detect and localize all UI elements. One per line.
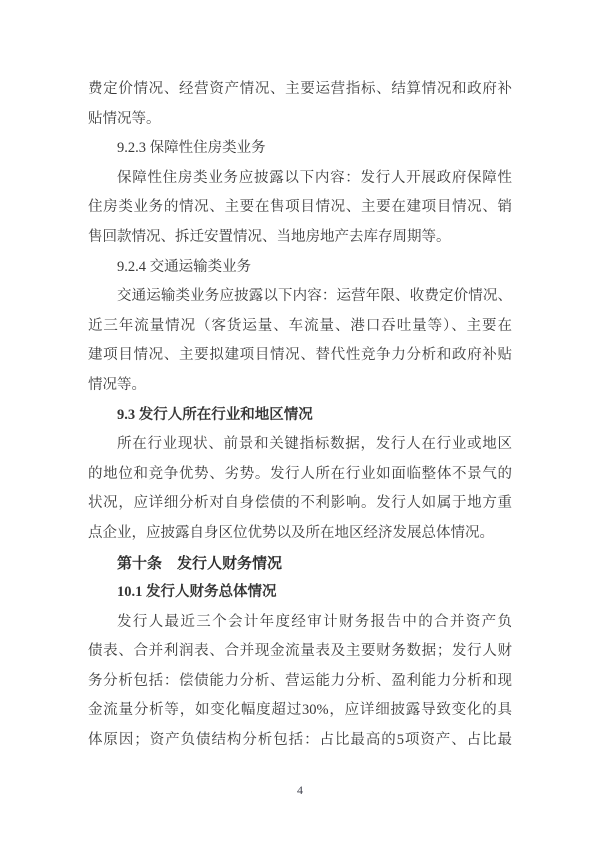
paragraph-line: 住房类业务的情况、主要在售项目情况、主要在建项目情况、销 — [88, 199, 512, 216]
heading-9-3: 9.3 发行人所在行业和地区情况 — [117, 406, 313, 423]
heading-9-2-4: 9.2.4 交通运输类业务 — [117, 258, 252, 275]
paragraph-line: 建项目情况、主要拟建项目情况、替代性竞争力分析和政府补贴 — [88, 347, 512, 364]
paragraph-first-line: 所在行业现状、前景和关键指标数据，发行人在行业或地区 — [117, 436, 512, 453]
paragraph-line: 体原因；资产负债结构分析包括：占比最高的5项资产、占比最 — [88, 732, 512, 749]
paragraph-line: 状况，应详细分析对自身偿债的不利影响。发行人如属于地方重 — [88, 495, 512, 512]
paragraph-line: 的地位和竞争优势、劣势。发行人所在行业如面临整体不景气的 — [88, 465, 512, 482]
page-number: 4 — [297, 783, 303, 797]
paragraph-line: 务分析包括：偿债能力分析、营运能力分析、盈利能力分析和现 — [88, 672, 512, 689]
paragraph-end-line: 贴情况等。 — [88, 110, 161, 127]
paragraph-line: 费定价情况、经营资产情况、主要运营指标、结算情况和政府补 — [88, 81, 512, 97]
heading-article-10: 第十条 发行人财务情况 — [117, 554, 283, 572]
paragraph-line: 金流量分析等，如变化幅度超过30%，应详细披露导致变化的具 — [88, 702, 512, 719]
paragraph-line: 债表、合并利润表、合并现金流量表及主要财务数据；发行人财 — [88, 643, 512, 660]
heading-10-1: 10.1 发行人财务总体情况 — [117, 584, 277, 601]
paragraph-first-line: 保障性住房类业务应披露以下内容：发行人开展政府保障性 — [117, 169, 512, 186]
text-block — [88, 75, 512, 756]
paragraph-first-line: 发行人最近三个会计年度经审计财务报告中的合并资产负 — [117, 613, 512, 630]
paragraph-end-line: 售回款情况、拆迁安置情况、当地房地产去库存周期等。 — [88, 228, 451, 245]
paragraph-end-line: 点企业，应披露自身区位优势以及所在地区经济发展总体情况。 — [88, 524, 494, 541]
heading-9-2-3: 9.2.3 保障性住房类业务 — [117, 140, 266, 157]
paragraph-end-line: 情况等。 — [88, 376, 146, 393]
paragraph-line: 近三年流量情况（客货运量、车流量、港口吞吐量等）、主要在 — [88, 317, 512, 334]
paragraph-first-line: 交通运输类业务应披露以下内容：运营年限、收费定价情况、 — [117, 288, 512, 305]
